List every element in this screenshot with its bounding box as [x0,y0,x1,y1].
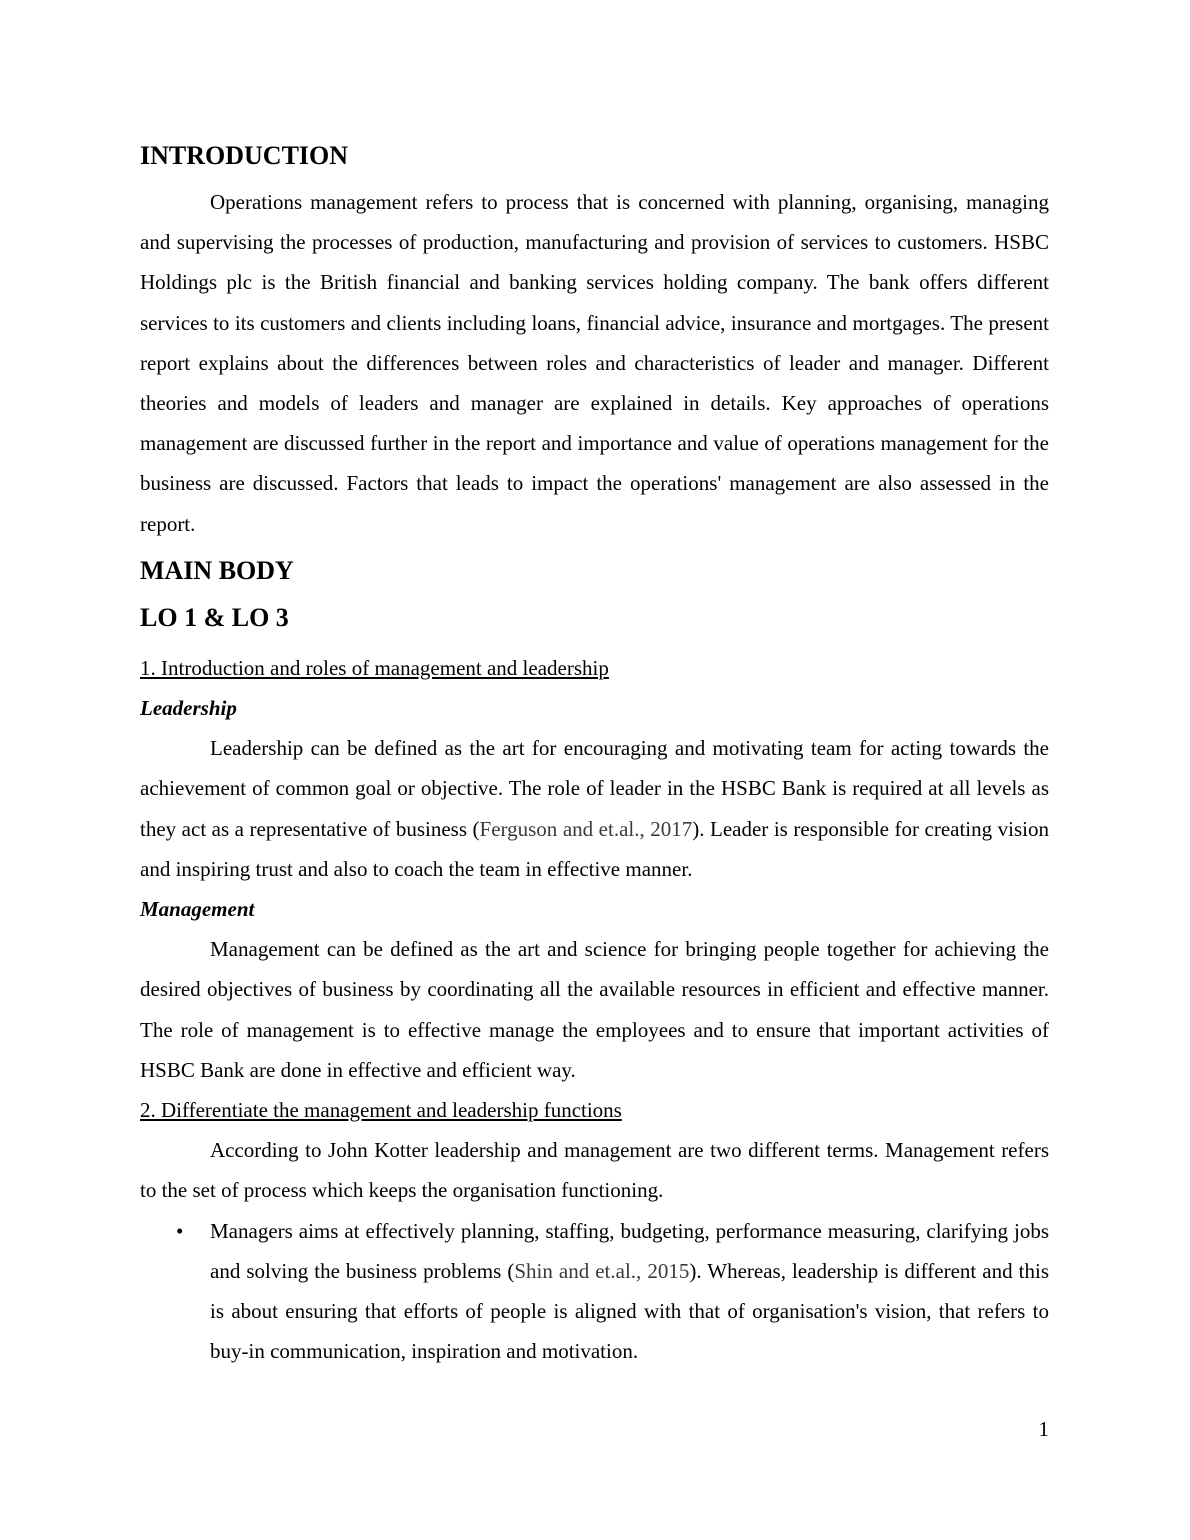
main-body-heading: MAIN BODY [140,555,294,585]
bullet-text-after: ). Whereas, leadership is different and this is about ensuring that efforts of people is aligned with that of organisation's vision, that refers to buy-in communication, inspiration and motivation. [210,1258,1049,1364]
section-2-title: 2. Differentiate the management and leadership functions [140,1098,622,1123]
section-2-intro: According to John Kotter leadership and management are two different terms. Management refers to the set of process which keeps the organisation functioning. [140,1138,1049,1203]
leadership-heading: Leadership [140,696,237,721]
list-item [140,1211,1049,1372]
bullet-icon: • [176,1218,184,1243]
introduction-paragraph: Operations management refers to process that is concerned with planning, organising, managing and supervising the processes of production, manufacturing and provision of services to customers. HSBC Holdings plc is the British financial and banking services holding company. The bank offers different services to its customers and clients including loans, financial advice, insurance and mortgages. The present report explains about the differences between roles and characteristics of leader and manager. Different theories and models of leaders and manager are explained in details. Key approaches of operations management are discussed further in the report and importance and value of operations management for the business are discussed. Factors that leads to impact the operations' management are also assessed in the report. [140,190,1049,536]
page-number: 1 [1038,1417,1049,1441]
bullet-text-before: Managers aims at effectively planning, staffing, budgeting, performance measuring, clarifying jobs and solving the business problems ( [210,1218,1049,1283]
leadership-citation: Ferguson and et.al., 2017 [479,816,693,841]
leadership-text-before: Leadership can be defined as the art for encouraging and motivating team for acting towards the achievement of common goal or objective. The role of leader in the HSBC Bank is required at all levels as they act as a representative of business ( [140,736,1049,841]
section-1-title: 1. Introduction and roles of management and leadership [140,655,609,680]
lo-heading: LO 1 & LO 3 [140,602,289,632]
bullet-citation: Shin and et.al., 2015 [514,1258,690,1283]
page-content [140,138,1049,1371]
management-heading: Management [140,897,255,922]
management-paragraph: Management can be defined as the art and science for bringing people together for achieving the desired objectives of business by coordinating all the available resources in efficient and effective manner. The role of management is to effective manage the employees and to ensure that important activities of HSBC Bank are done in effective and efficient way. [140,937,1049,1082]
leadership-text-after: ). Leader is responsible for creating vision and inspiring trust and also to coach the team in effective manner. [140,816,1050,881]
bullet-list [140,1211,1049,1372]
introduction-heading: INTRODUCTION [140,141,349,170]
leadership-paragraph [140,728,1049,889]
